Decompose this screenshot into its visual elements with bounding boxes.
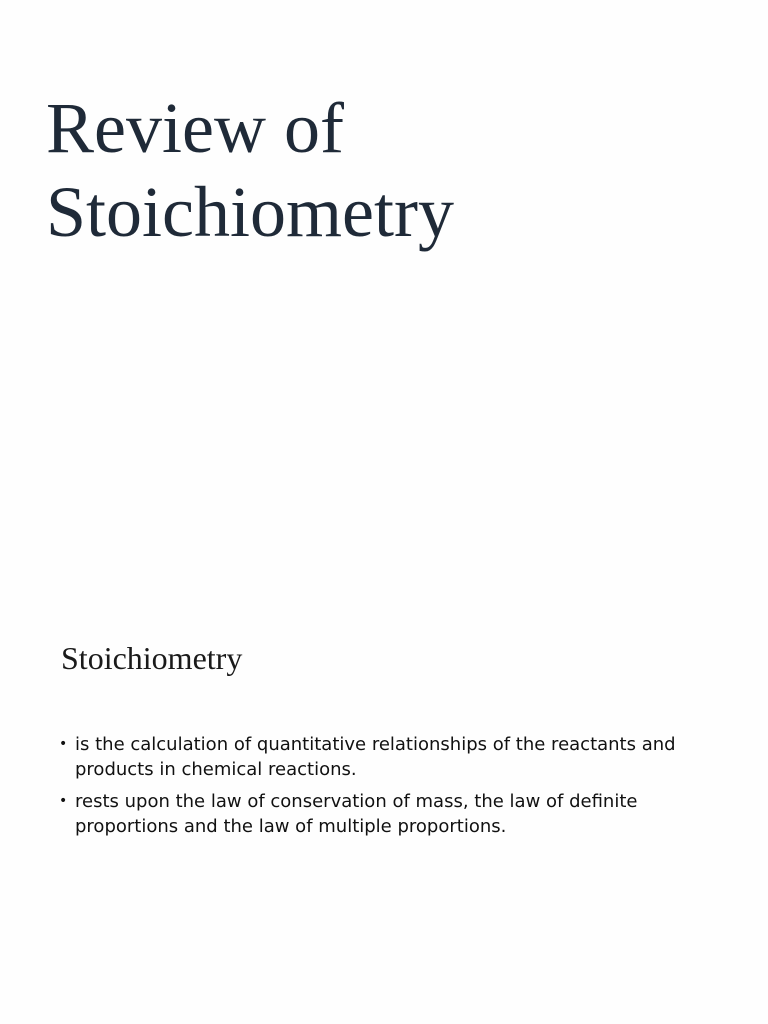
content-slide bbox=[0, 560, 768, 1024]
bullet-text: rests upon the law of conservation of mass, the law of definite proportions and the law of multiple proportions. bbox=[75, 791, 638, 837]
bullet-icon: • bbox=[59, 736, 68, 752]
slide-heading: Stoichiometry bbox=[61, 640, 243, 676]
bullet-list bbox=[59, 732, 699, 846]
slide-title-line-2: Stoichiometry bbox=[46, 172, 454, 252]
bullet-icon: • bbox=[59, 793, 68, 809]
bullet-item bbox=[59, 789, 699, 839]
slide-title-line-1: Review of bbox=[46, 88, 344, 168]
bullet-item bbox=[59, 732, 699, 782]
bullet-text: is the calculation of quantitative relationships of the reactants and products in chemical reactions. bbox=[75, 734, 676, 780]
slide-title bbox=[46, 86, 454, 254]
